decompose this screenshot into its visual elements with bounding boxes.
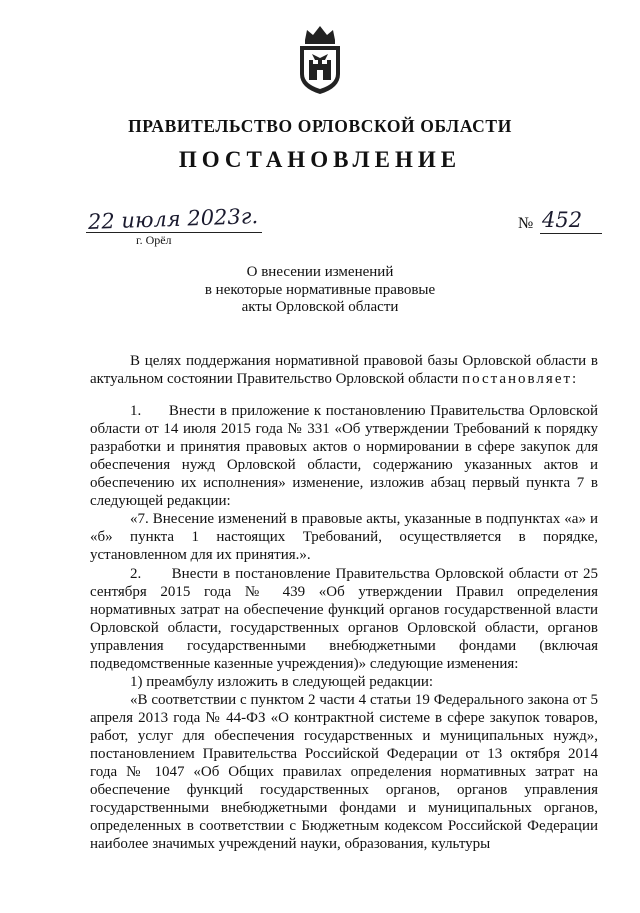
intro-paragraph [90, 352, 598, 388]
document-date: 22 июля 2023г. [87, 204, 259, 234]
document-subject [0, 264, 640, 317]
subject-line: акты Орловской области [241, 299, 399, 315]
item-2-paragraph: 2. Внести в постановление Правительства Орловской области от 25 сентября 2015 года № 439 «Об утверждении Правил определения нормативных затрат на обеспечение функций органов государственной власти Орловской области, государственных органов Орловской области, органов управления государственными внебюджетными фондами (включая подведомственные казенные учреждения)» следующие изменения: [90, 565, 598, 672]
item-2-quote: «В соответствии с пунктом 2 части 4 статьи 19 Федерального закона от 5 апреля 2013 года № 44-ФЗ «О контрактной системе в сфере закупок товаров, работ, услуг для обеспечения государственных и муниципальных нужд», постановлением Правительства Российской Федерации от 13 октября 2014 года № 1047 «Об Общих правилах определения нормативных затрат на обеспечение функций государственных органов, органов управления государственными внебюджетными фондами и муниципальных органов, определенных в соответствии с Бюджетным кодексом Российской Федерации наиболее значимых учреждений науки, образования, культуры [90, 691, 598, 853]
subject-line: в некоторые нормативные правовые [204, 281, 436, 298]
document-type: ПОСТАНОВЛЕНИЕ [178, 147, 462, 172]
coat-of-arms-icon [295, 22, 345, 96]
item-1-quote: «7. Внесение изменений в правовые акты, указанные в подпунктах «а» и «б» пункта 1 настоящих Требований, осуществляется в порядке, установленном для их принятия.». [90, 511, 598, 564]
number-underline [540, 233, 602, 234]
number-sign: № [518, 215, 534, 232]
item-1-paragraph: 1. Внести в приложение к постановлению Правительства Орловской области от 14 июля 2015 года № 331 «Об утверждении Требований к порядку разработки и принятия правовых актов о нормировании в сфере закупок для обеспечения нужд Орловской области, содержанию указанных актов и обеспечению их исполнения» изменение, изложив абзац первый пункта 7 в следующей редакции: [90, 403, 598, 510]
intro-verb: постановляет: [462, 371, 579, 388]
document-body [90, 352, 598, 853]
subject-line: О внесении изменений [246, 264, 394, 280]
date-underline [86, 232, 262, 233]
intro-text: В целях поддержания нормативной правовой базы Орловской области в актуальном состоянии Правительство Орловской области [90, 353, 598, 388]
organization-name: ПРАВИТЕЛЬСТВО ОРЛОВСКОЙ ОБЛАСТИ [128, 116, 512, 136]
document-city: г. Орёл [136, 233, 172, 247]
document-number: 452 [542, 208, 583, 232]
item-2-subitem-1: 1) преамбулу изложить в следующей редакции: [130, 673, 434, 690]
